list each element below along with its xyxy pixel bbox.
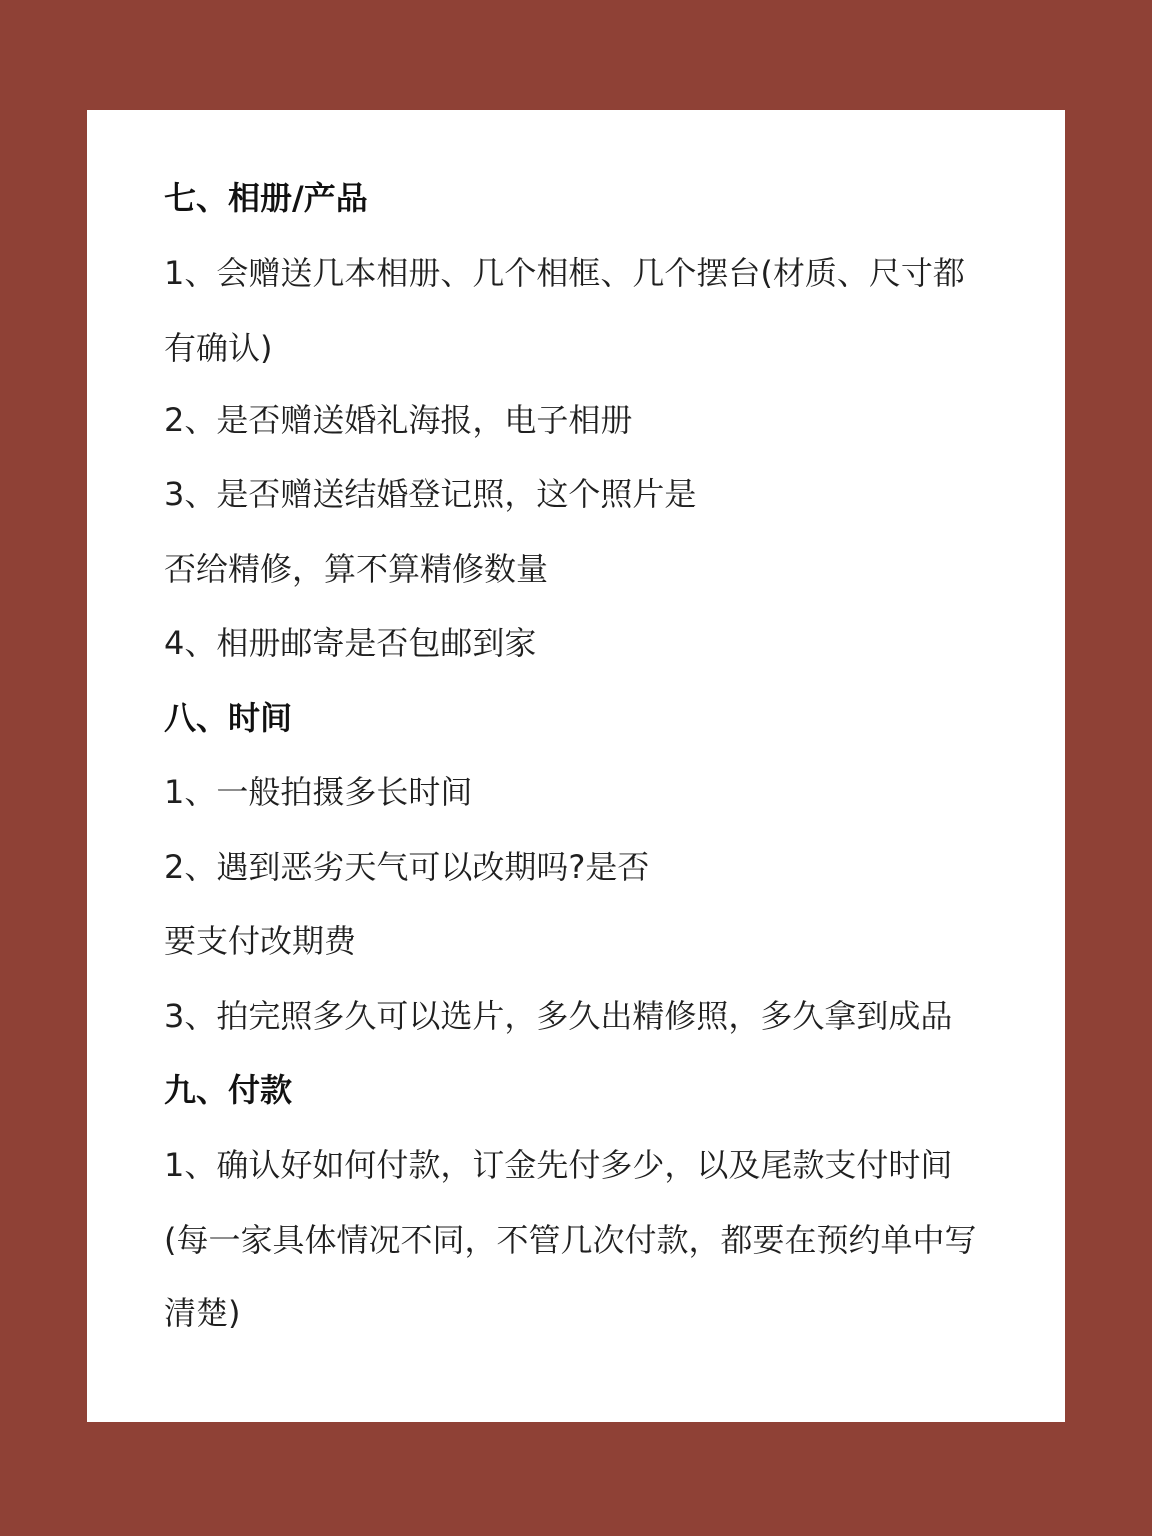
payment-item-1-line-1: 1、确认好如何付款，订金先付多少，以及尾款支付时间 <box>164 1146 953 1184</box>
time-item-3: 3、拍完照多久可以选片，多久出精修照，多久拿到成品 <box>164 997 953 1035</box>
payment-item-1-line-3: 清楚) <box>164 1294 241 1332</box>
album-item-3-line-2: 否给精修，算不算精修数量 <box>164 550 549 588</box>
section-heading-time: 八、时间 <box>164 699 293 737</box>
album-item-3-line-1: 3、是否赠送结婚登记照，这个照片是 <box>164 475 697 513</box>
time-item-2-line-2: 要支付改期费 <box>164 922 357 960</box>
album-item-2: 2、是否赠送婚礼海报，电子相册 <box>164 401 633 439</box>
album-item-1-line-2: 有确认) <box>164 329 273 367</box>
section-heading-payment: 九、付款 <box>164 1071 293 1109</box>
time-item-2-line-1: 2、遇到恶劣天气可以改期吗?是否 <box>164 848 650 886</box>
section-heading-album: 七、相册/产品 <box>164 179 368 217</box>
album-item-4: 4、相册邮寄是否包邮到家 <box>164 624 537 662</box>
album-item-1-line-1: 1、会赠送几本相册、几个相框、几个摆台(材质、尺寸都 <box>164 254 965 292</box>
content-card <box>87 110 1065 1422</box>
time-item-1: 1、一般拍摄多长时间 <box>164 773 473 811</box>
payment-item-1-line-2: (每一家具体情况不同，不管几次付款，都要在预约单中写 <box>164 1221 977 1259</box>
